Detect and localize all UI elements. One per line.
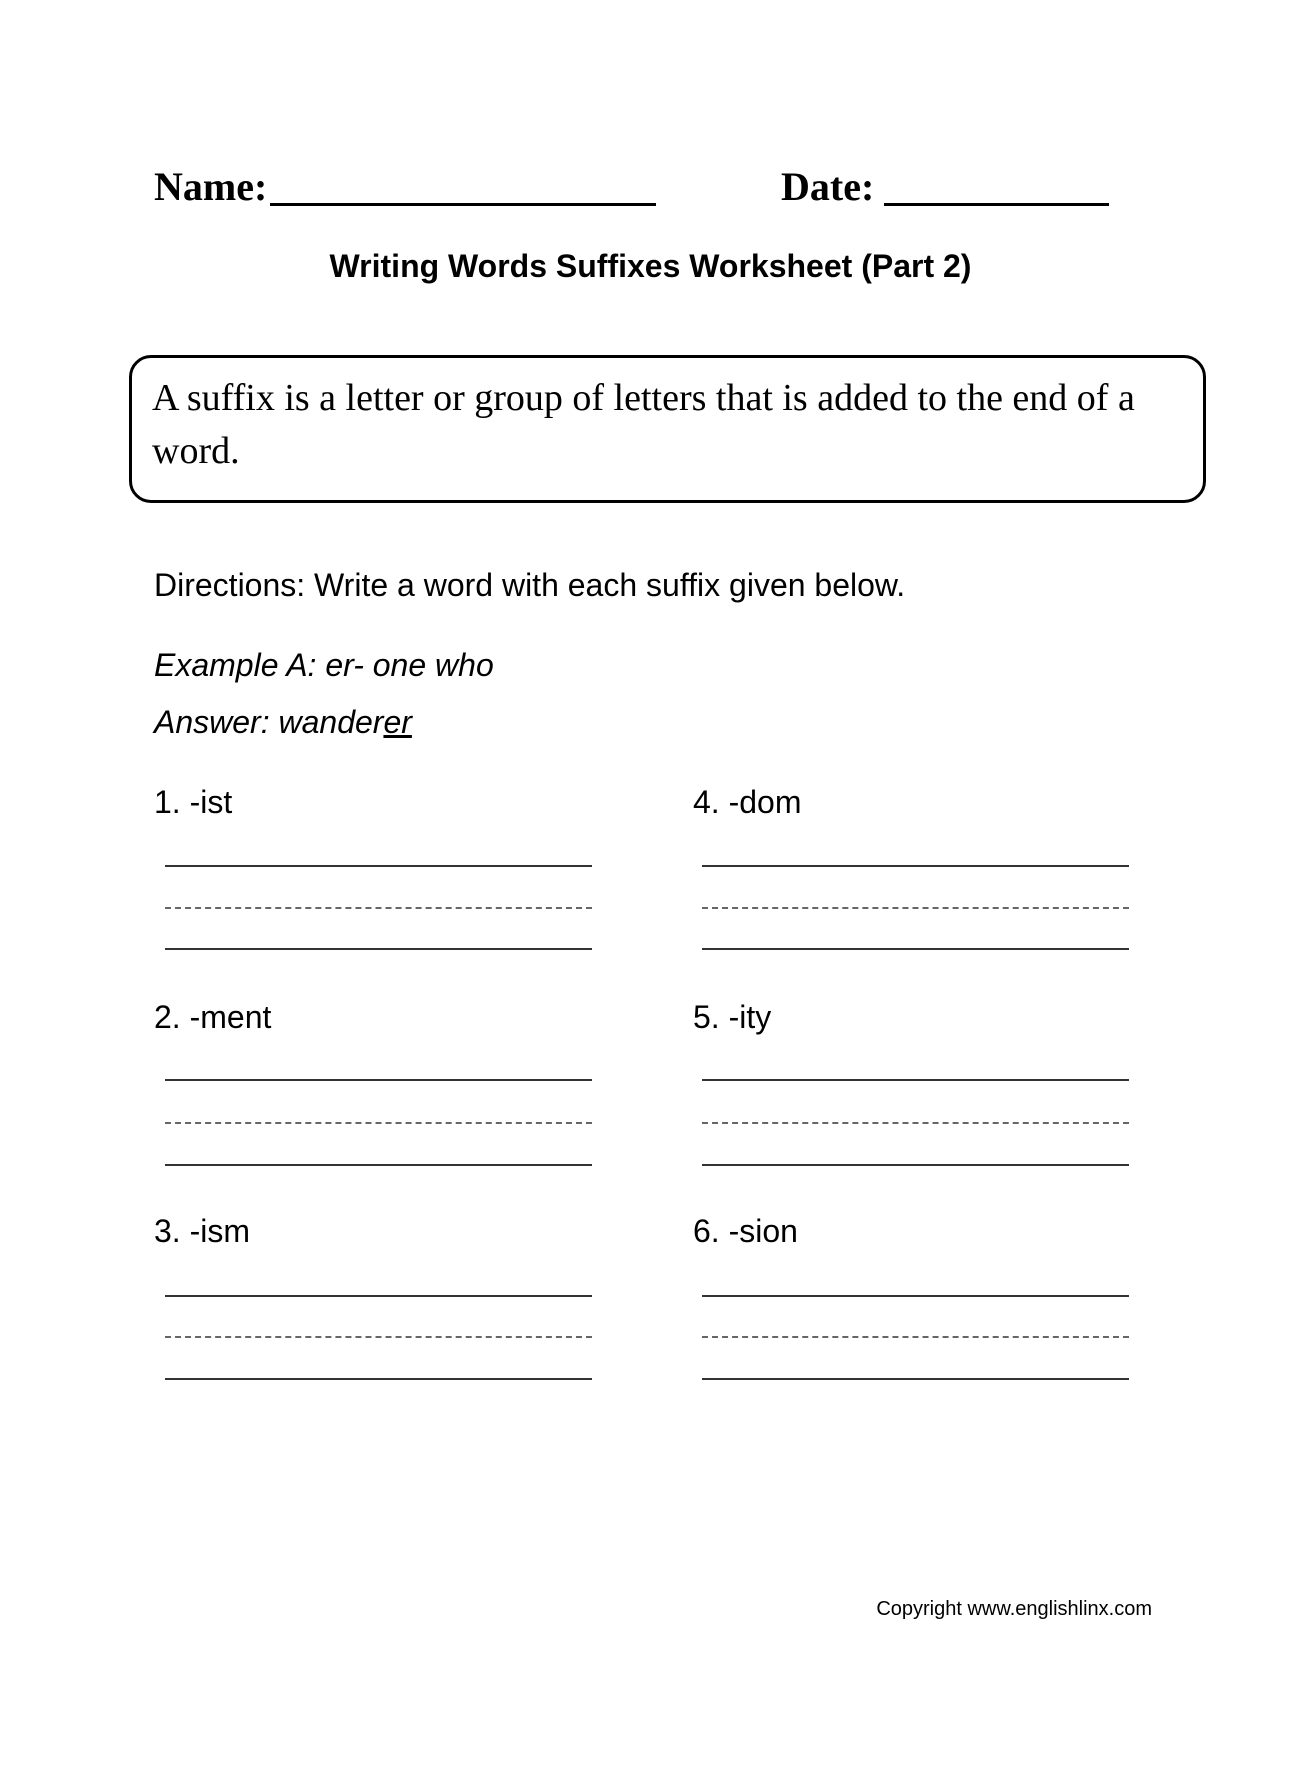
name-label: Name: <box>154 164 268 209</box>
date-line[interactable] <box>884 203 1109 206</box>
item-2-label: 2. -ment <box>154 999 272 1035</box>
example-answer <box>154 703 412 741</box>
item-5-line-bottom[interactable] <box>702 1164 1129 1166</box>
item-1-line-top[interactable] <box>165 865 592 867</box>
copyright: Copyright www.englishlinx.com <box>876 1598 1152 1620</box>
item-6-line-mid <box>702 1336 1129 1338</box>
item-5-line-top[interactable] <box>702 1079 1129 1081</box>
answer-suffix: er <box>383 704 412 740</box>
item-2-line-mid <box>165 1122 592 1124</box>
answer-prefix: Answer: wander <box>154 704 384 740</box>
date-label: Date: <box>781 164 875 209</box>
item-5-label: 5. -ity <box>693 999 772 1035</box>
item-6-label: 6. -sion <box>693 1213 798 1249</box>
name-line[interactable] <box>270 203 656 206</box>
definition-text: A suffix is a letter or group of letters that is added to the end of a word. <box>152 377 1135 472</box>
item-4-label: 4. -dom <box>693 784 802 820</box>
item-4-line-bottom[interactable] <box>702 948 1129 950</box>
worksheet-title: Writing Words Suffixes Worksheet (Part 2) <box>329 248 972 284</box>
item-6-line-top[interactable] <box>702 1295 1129 1297</box>
item-5-line-mid <box>702 1122 1129 1124</box>
item-1-label: 1. -ist <box>154 784 233 820</box>
item-1-line-mid <box>165 907 592 909</box>
item-2-line-top[interactable] <box>165 1079 592 1081</box>
item-6-line-bottom[interactable] <box>702 1378 1129 1380</box>
item-2-line-bottom[interactable] <box>165 1164 592 1166</box>
item-1-line-bottom[interactable] <box>165 948 592 950</box>
item-4-line-mid <box>702 907 1129 909</box>
item-3-label: 3. -ism <box>154 1213 250 1249</box>
item-3-line-top[interactable] <box>165 1295 592 1297</box>
item-3-line-mid <box>165 1336 592 1338</box>
item-4-line-top[interactable] <box>702 865 1129 867</box>
directions: Directions: Write a word with each suffix given below. <box>154 567 906 603</box>
example-line: Example A: er- one who <box>154 647 494 683</box>
item-3-line-bottom[interactable] <box>165 1378 592 1380</box>
